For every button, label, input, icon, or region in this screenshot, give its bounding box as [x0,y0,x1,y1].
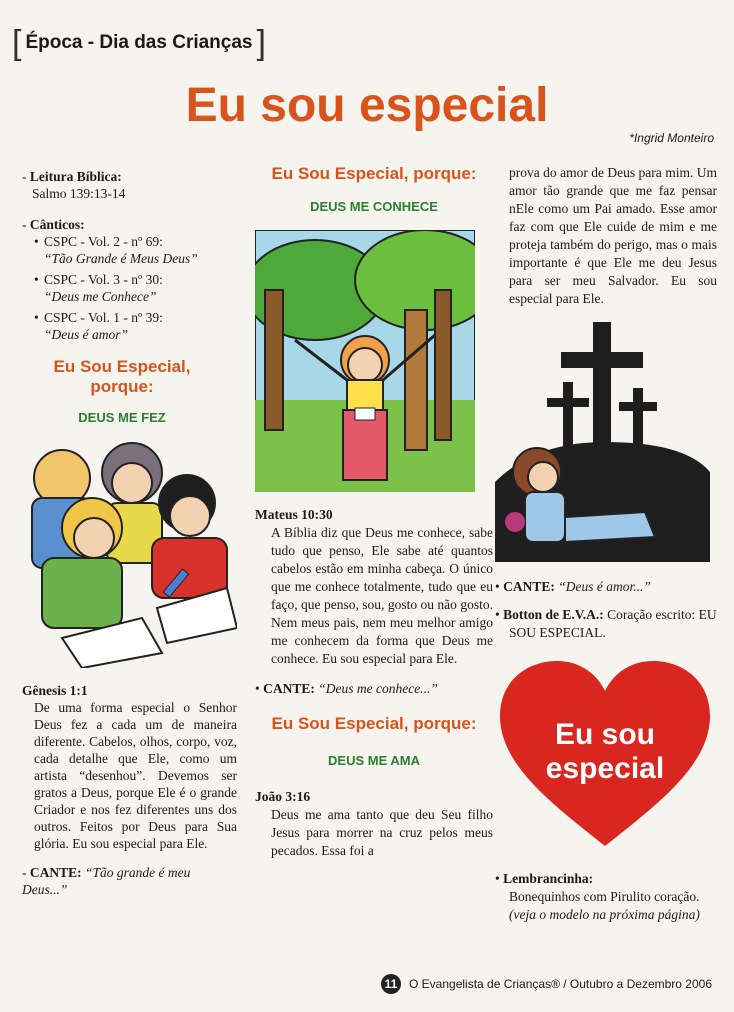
publication: O Evangelista de Crianças® / Outubro a Dezembro 2006 [409,977,712,991]
page-title: Eu sou especial [185,79,549,132]
page-number: 11 [381,974,401,994]
heart-icon [495,656,715,856]
mateus-text: A Bíblia diz que Deus me conhece, sabe tudo que penso, Ele sabe até quantos cabelos estão em minha cabeça. O único que me conhece totalmente, tudo que eu faço, que penso, sou, gosto ou não gosto. Nem meus pais, nem meu melhor amigo me conhecem da forma que Deus me conhece. Eu sou especial para Ele. [271,525,493,666]
heading-deus-me-conhece: Eu Sou Especial, porque: [271,164,477,183]
author: *Ingrid Monteiro [629,131,714,145]
girl-forest-illustration [255,230,475,492]
joao-text: Deus me ama tanto que deu Seu filho Jesus para morrer na cruz pelos meus pecados. Essa foi a [271,807,493,858]
genesis-text: De uma forma especial o Senhor Deus fez a cada um de maneira diferente. Cabelos, olhos, corpo, voz, cada detalhe que Ele, como um artista “desenhou”. Devemos ser gratos a Deus, porque Ele é o grande Criador e nos fez diferentes uns dos outros. Feitos por Deus para Sua glória. Eu sou especial para Ele. [34,700,237,851]
genesis-block [22,682,237,852]
column-1 [22,168,237,898]
joao-block [255,788,493,860]
mateus-ref: Mateus 10:30 [255,507,333,522]
subheading-deus-me-fez: DEUS ME FEZ [78,410,166,425]
children-drawing-illustration [22,438,237,668]
section-tag-text: Época - Dia das Crianças [25,32,253,53]
cante-block-3: • CANTE: “Deus é amor...” [495,579,651,594]
canticos-label: Cânticos: [29,217,85,232]
lembrancinha-block: • Lembrancinha: Bonequinhos com Pirulito coração. (veja o modelo na próxima página) [495,871,700,922]
continued-text: prova do amor de Deus para mim. Um amor tão grande que me faz pensar nEle como um Pai amado. Esse amor faz com que Ele cuide de mim e me proteja também do perigo, mas o mais importante é que Ele me deu Jesus para ser meu Salvador. Eu sou especial para Ele. [509,165,717,306]
subheading-deus-me-ama: DEUS ME AMA [328,753,420,768]
leitura-ref: Salmo 139:13-14 [32,186,126,201]
mateus-block [255,506,493,668]
bracket-right: ] [256,24,266,62]
canticos-block: - Cânticos: • CSPC - Vol. 2 - nº 69: “Tão Grande é Meus Deus” • CSPC - Vol. 3 - nº 30: “Deus me Conhece” • CSPC - Vol. 1 - nº 39: “Deus é amor” [22,216,237,343]
leitura-block: - Leitura Bíblica: Salmo 139:13-14 [22,168,237,202]
heading-deus-me-ama: Eu Sou Especial, porque: [271,714,477,733]
leitura-label: Leitura Bíblica: [29,169,122,184]
cante-block-2: • CANTE: “Deus me conhece...” [255,681,438,696]
cantico-item: • CSPC - Vol. 2 - nº 69: “Tão Grande é Meus Deus” [22,233,237,267]
cante-text: “Tão grande é meu Deus...” [22,865,191,897]
bracket-left: [ [12,24,22,62]
heart-line-1: Eu sou [554,718,656,751]
cantico-item: • CSPC - Vol. 3 - nº 30: “Deus me Conhece” [22,271,237,305]
footer [381,974,712,994]
column-2 [255,164,493,860]
subheading-deus-me-conhece: DEUS ME CONHECE [310,199,438,214]
column-3 [495,164,717,924]
section-tag [12,24,266,62]
heading-deus-me-fez: Eu Sou Especial, porque: [53,357,191,396]
genesis-ref: Gênesis 1:1 [22,683,88,698]
joao-ref: João 3:16 [255,789,311,804]
cantico-item: • CSPC - Vol. 1 - nº 39: “Deus é amor” [22,309,237,343]
heart-line-2: especial [545,752,665,785]
botton-block: • Botton de E.V.A.: Coração escrito: EU SOU ESPECIAL. [495,607,717,640]
crosses-illustration [495,322,710,562]
cante-block: - CANTE: “Tão grande é meu Deus...” [22,865,191,897]
